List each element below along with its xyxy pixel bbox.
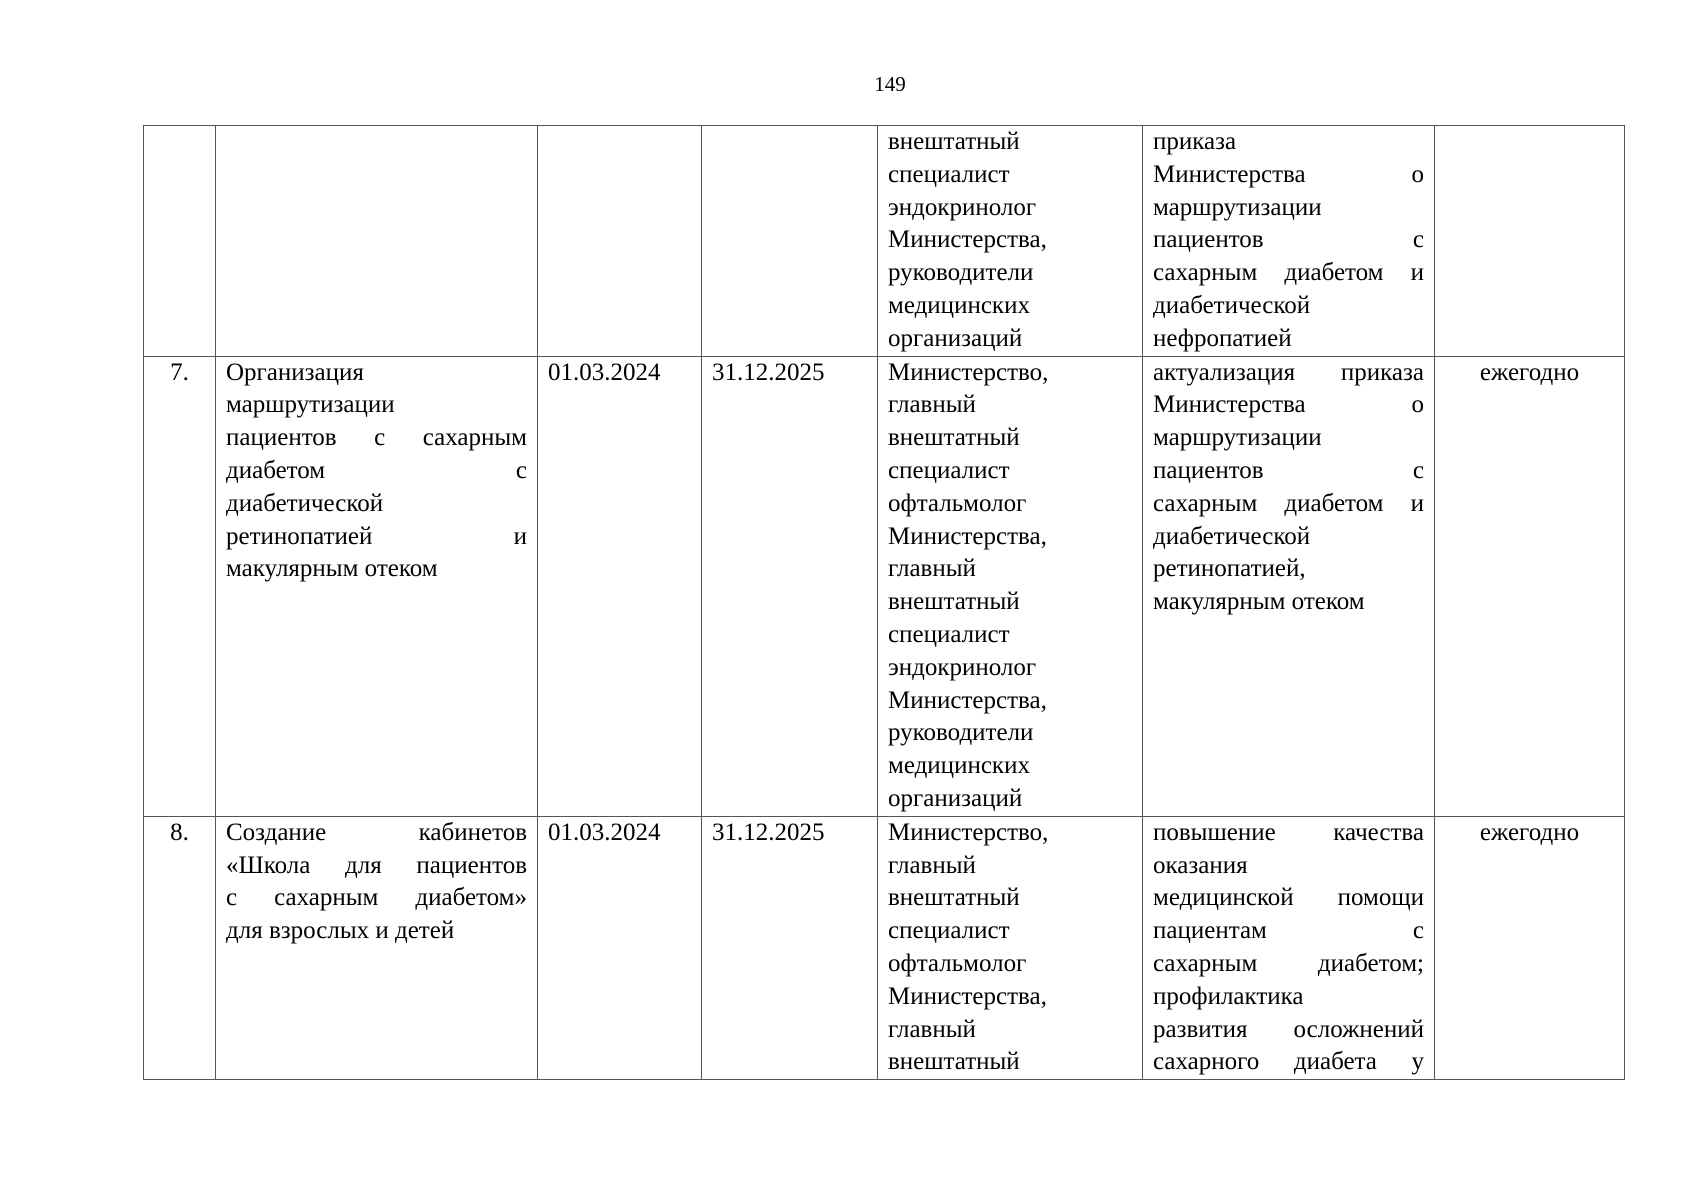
cell-line: повышение качества xyxy=(1153,818,1424,846)
row-number-cell: 7. xyxy=(144,356,216,816)
start-date-cell xyxy=(538,126,702,357)
event-cell xyxy=(216,356,538,816)
period-cell xyxy=(1435,126,1625,357)
cell-line: макулярным отеком xyxy=(1153,588,1365,616)
row-number-cell xyxy=(144,126,216,357)
event-cell xyxy=(216,126,538,357)
cell-line: ретинопатией и xyxy=(226,522,527,550)
cell-line: внештатный xyxy=(888,424,1020,452)
cell-line: диабетом с xyxy=(226,456,527,484)
period-cell: ежегодно xyxy=(1435,816,1625,1079)
cell-line: нефропатией xyxy=(1153,324,1292,352)
cell-line: медицинской помощи xyxy=(1153,884,1424,912)
cell-line: развития осложнений xyxy=(1153,1015,1424,1043)
cell-line: медицинских xyxy=(888,291,1030,319)
cell-line: внештатный xyxy=(888,884,1020,912)
cell-line: внештатный xyxy=(888,1048,1020,1076)
cell-line: главный xyxy=(888,1015,976,1043)
cell-line: макулярным отеком xyxy=(226,555,438,583)
cell-line: для взрослых и детей xyxy=(226,917,455,945)
measures-table xyxy=(143,125,1625,1080)
cell-line: организаций xyxy=(888,324,1023,352)
cell-line: сахарным диабетом и xyxy=(1153,489,1424,517)
cell-line: актуализация приказа xyxy=(1153,358,1424,386)
cell-line: оказания xyxy=(1153,851,1248,879)
cell-line: диабетической xyxy=(1153,522,1311,550)
cell-line: пациентов с xyxy=(1153,456,1424,484)
cell-line: внештатный xyxy=(888,588,1020,616)
cell-line: Министерство, xyxy=(888,818,1049,846)
cell-line: руководители xyxy=(888,719,1034,747)
table-row xyxy=(144,356,1625,816)
cell-line: специалист xyxy=(888,456,1010,484)
cell-line: главный xyxy=(888,555,976,583)
event-cell xyxy=(216,816,538,1079)
end-date-cell: 31.12.2025 xyxy=(702,816,878,1079)
cell-line: сахарным диабетом и xyxy=(1153,259,1424,287)
cell-line: руководители xyxy=(888,259,1034,287)
cell-line: главный xyxy=(888,391,976,419)
start-date-cell: 01.03.2024 xyxy=(538,816,702,1079)
cell-line: диабетической xyxy=(226,489,384,517)
cell-line: специалист xyxy=(888,160,1010,188)
start-date-cell: 01.03.2024 xyxy=(538,356,702,816)
cell-line: диабетической xyxy=(1153,291,1311,319)
cell-line: офтальмолог xyxy=(888,489,1027,517)
cell-line: маршрутизации xyxy=(1153,193,1322,221)
responsible-cell xyxy=(878,816,1143,1079)
cell-line: Министерство, xyxy=(888,358,1049,386)
cell-line: Создание кабинетов xyxy=(226,818,527,846)
cell-line: Министерства, xyxy=(888,522,1047,550)
cell-line: эндокринолог xyxy=(888,193,1037,221)
row-number-cell: 8. xyxy=(144,816,216,1079)
cell-line: Министерства, xyxy=(888,982,1047,1010)
cell-line: «Школа для пациентов xyxy=(226,851,527,879)
cell-line: организаций xyxy=(888,784,1023,812)
end-date-cell: 31.12.2025 xyxy=(702,356,878,816)
table-row xyxy=(144,126,1625,357)
cell-line: приказа xyxy=(1153,128,1237,155)
cell-line: внештатный xyxy=(888,128,1020,155)
cell-line: пациентов с xyxy=(1153,226,1424,254)
cell-line: ретинопатией, xyxy=(1153,555,1306,583)
cell-line: с сахарным диабетом» xyxy=(226,884,527,912)
responsible-cell xyxy=(878,126,1143,357)
cell-line: маршрутизации xyxy=(226,391,395,419)
end-date-cell xyxy=(702,126,878,357)
cell-line: офтальмолог xyxy=(888,949,1027,977)
cell-line: Министерства о xyxy=(1153,391,1424,419)
cell-line: Министерства о xyxy=(1153,160,1424,188)
result-cell xyxy=(1143,126,1435,357)
cell-line: специалист xyxy=(888,620,1010,648)
cell-line: Организация xyxy=(226,358,364,386)
cell-line: сахарного диабета у xyxy=(1153,1048,1424,1076)
cell-line: профилактика xyxy=(1153,982,1304,1010)
page-number: 149 xyxy=(874,72,906,96)
cell-line: эндокринолог xyxy=(888,653,1037,681)
cell-line: сахарным диабетом; xyxy=(1153,949,1424,977)
period-cell: ежегодно xyxy=(1435,356,1625,816)
cell-line: маршрутизации xyxy=(1153,424,1322,452)
table-row xyxy=(144,816,1625,1079)
cell-line: Министерства, xyxy=(888,686,1047,714)
result-cell xyxy=(1143,816,1435,1079)
cell-line: Министерства, xyxy=(888,226,1047,254)
cell-line: главный xyxy=(888,851,976,879)
responsible-cell xyxy=(878,356,1143,816)
cell-line: пациентам с xyxy=(1153,917,1424,945)
cell-line: пациентов с сахарным xyxy=(226,424,527,452)
cell-line: специалист xyxy=(888,917,1010,945)
cell-line: медицинских xyxy=(888,752,1030,780)
result-cell xyxy=(1143,356,1435,816)
